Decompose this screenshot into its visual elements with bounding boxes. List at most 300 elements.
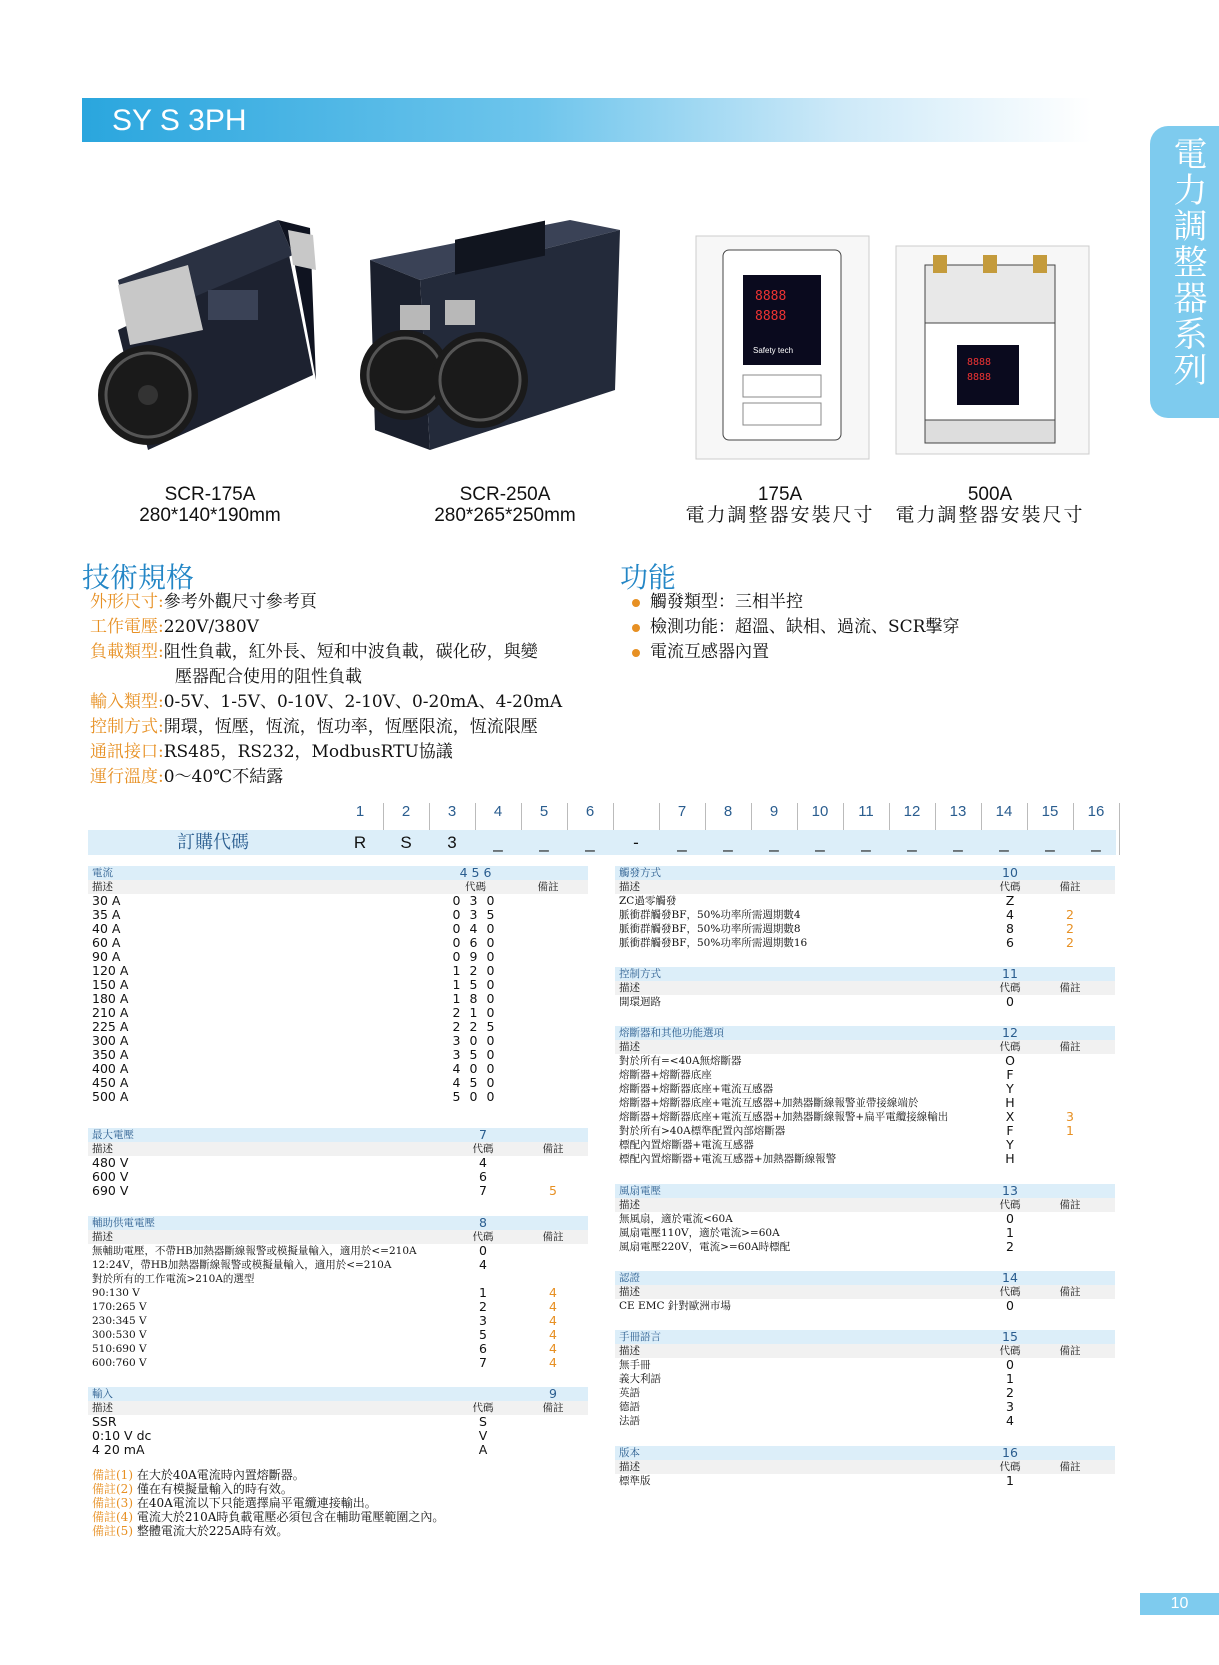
table-title-row [615, 967, 1115, 981]
row-code: 7 [479, 1183, 487, 1198]
product-size-3: 電力調整器安裝尺寸 [685, 504, 875, 526]
order-value-16: _ [1045, 833, 1055, 852]
row-desc: 標準版 [619, 1475, 651, 1487]
row-desc: 風扇電壓110V，適於電流>=60A [619, 1227, 780, 1239]
table-row [88, 950, 588, 964]
code-digit: 2 [469, 963, 478, 978]
code-digit: 0 [452, 921, 461, 936]
row-note: 4 [549, 1285, 557, 1300]
row-note: 2 [1066, 907, 1074, 922]
note-header: 備註 [1059, 1199, 1081, 1211]
current-table [88, 866, 588, 1104]
row-desc: 0:10 V dc [92, 1428, 152, 1443]
row-code: 1 [1006, 1225, 1014, 1240]
table-position: 12 [1002, 1025, 1018, 1040]
row-note: 2 [1066, 935, 1074, 950]
row-desc: 無手冊 [619, 1359, 651, 1371]
table-position: 7 [479, 1127, 487, 1142]
feature-item: 檢測功能：超溫、缺相、過流、SCR擊穿 [632, 615, 1032, 640]
table-row [88, 908, 588, 922]
row-code: 2 [479, 1299, 487, 1314]
row-desc: ZC過零觸發 [619, 895, 677, 907]
table-title: 輔助供電電壓 [92, 1217, 155, 1229]
code-digit: 1 [452, 991, 461, 1006]
table-row [88, 1356, 588, 1370]
code-digit: 0 [486, 1089, 495, 1104]
row-code: 0 [1006, 1298, 1014, 1313]
product-name-1: SCR-175A [164, 484, 256, 505]
note-header: 備註 [1059, 982, 1081, 994]
row-code: 1 [479, 1285, 487, 1300]
desc-header: 描述 [92, 881, 113, 893]
table-subheader-row [615, 1198, 1115, 1212]
table-row [615, 1299, 1115, 1313]
desc-header: 描述 [92, 1231, 113, 1243]
order-value-17: _ [1091, 833, 1101, 852]
table-row [615, 936, 1115, 950]
table-row [615, 1138, 1115, 1152]
specs-list [90, 590, 610, 790]
table-subheader-row [88, 1230, 588, 1244]
row-desc: CE EMC 針對歐洲市場 [619, 1300, 731, 1312]
position-14: 13 [949, 803, 967, 820]
cert-table [615, 1271, 1115, 1313]
row-desc: 熔斷器+熔斷器底座+電流互感器+加熱器斷線報警+扁平電纜接線輸出 [619, 1111, 949, 1123]
table-row [88, 922, 588, 936]
table-row [615, 1414, 1115, 1428]
code-digit: 4 [452, 1075, 461, 1090]
table-position: 11 [1002, 966, 1018, 981]
order-value-4: _ [493, 833, 503, 852]
code-digit: 0 [469, 1061, 478, 1076]
row-code: H [1005, 1151, 1015, 1166]
code-digit: 5 [486, 1019, 495, 1034]
table-title-row [88, 1387, 588, 1401]
table-title-row [88, 1216, 588, 1230]
table-title: 熔斷器和其他功能選項 [619, 1027, 724, 1039]
page-title: SY S 3PH [112, 104, 247, 137]
table-position: 16 [1002, 1445, 1018, 1460]
table-row [88, 1328, 588, 1342]
row-code: 4 [479, 1155, 487, 1170]
table-row [88, 1076, 588, 1090]
desc-header: 描述 [92, 1143, 113, 1155]
row-code: 0 [1006, 994, 1014, 1009]
code-header: 代碼 [999, 1461, 1021, 1473]
order-positions [0, 803, 1219, 825]
position-6: 6 [585, 803, 595, 820]
code-digit: 3 [469, 893, 478, 908]
feature-item: 觸發類型：三相半控 [632, 590, 1032, 615]
feature-item: 電流互感器內置 [632, 640, 1032, 665]
features-list [632, 590, 1032, 665]
row-desc: 180 A [92, 991, 129, 1006]
input-table [88, 1387, 588, 1457]
row-desc: 英語 [619, 1387, 640, 1399]
code-digit: 2 [452, 1019, 461, 1034]
row-desc: 35 A [92, 907, 121, 922]
row-code: F [1006, 1123, 1014, 1138]
table-position: 13 [1002, 1183, 1018, 1198]
spec-item: 控制方式:開環，恆壓，恆流，恆功率，恆壓限流，恆流限壓 [90, 717, 538, 737]
fan-table [615, 1184, 1115, 1254]
aux-voltage-table [88, 1216, 588, 1370]
order-value-11: _ [815, 833, 825, 852]
row-note: 5 [549, 1183, 557, 1198]
row-desc: 脈衝群觸發BF，50%功率所需週期數4 [619, 909, 801, 921]
row-code: 6 [479, 1169, 487, 1184]
code-digit: 0 [486, 935, 495, 950]
row-note: 3 [1066, 1109, 1074, 1124]
row-desc: 400 A [92, 1061, 129, 1076]
row-code: Y [1006, 1137, 1014, 1152]
code-header: 代碼 [999, 881, 1021, 893]
row-code: 5 [479, 1327, 487, 1342]
row-desc: 230:345 V [92, 1315, 147, 1327]
table-row [88, 1156, 588, 1170]
row-code: O [1005, 1053, 1015, 1068]
code-digit: 2 [469, 1019, 478, 1034]
row-desc: 無輔助電壓，不帶HB加熱器斷線報警或模擬量輸入，適用於<=210A [92, 1245, 417, 1257]
position-13: 12 [903, 803, 921, 820]
note-item: 備註(2) 僅在有模擬量輸入的時有效。 [92, 1482, 293, 1496]
spec-item: 外形尺寸:參考外觀尺寸參考頁 [90, 592, 317, 612]
code-digit: 0 [486, 1061, 495, 1076]
table-title: 手冊語言 [619, 1331, 661, 1343]
row-note: 4 [549, 1341, 557, 1356]
row-desc: 脈衝群觸發BF，50%功率所需週期數8 [619, 923, 801, 935]
row-code: 4 [1006, 907, 1014, 922]
500a-drawing [895, 245, 1090, 455]
row-desc: 開環迴路 [619, 996, 661, 1008]
order-value-13: _ [907, 833, 917, 852]
max-voltage-table [88, 1128, 588, 1198]
side-tab-label: 電力調整器系列 [1167, 136, 1207, 388]
note-header: 備註 [1059, 1461, 1081, 1473]
code-header: 代碼 [999, 982, 1021, 994]
table-row [88, 1006, 588, 1020]
row-note: 4 [549, 1313, 557, 1328]
table-title: 觸發方式 [619, 867, 661, 879]
table-subheader-row [615, 981, 1115, 995]
row-desc: 標配內置熔斷器+電流互感器+加熱器斷線報警 [619, 1153, 837, 1165]
table-row [88, 936, 588, 950]
code-digit: 8 [469, 991, 478, 1006]
fuse-table [615, 1026, 1115, 1166]
code-digit: 9 [469, 949, 478, 964]
row-desc: 450 A [92, 1075, 129, 1090]
position-10: 9 [769, 803, 779, 820]
row-note: 1 [1066, 1123, 1074, 1138]
code-digit: 5 [469, 977, 478, 992]
table-row [88, 1062, 588, 1076]
code-digit: 3 [452, 1047, 461, 1062]
row-desc: 600:760 V [92, 1357, 147, 1369]
table-row [615, 1082, 1115, 1096]
table-subheader-row [615, 1344, 1115, 1358]
version-table [615, 1446, 1115, 1488]
position-15: 14 [995, 803, 1013, 820]
table-title-row [88, 1128, 588, 1142]
row-desc: 690 V [92, 1183, 129, 1198]
table-row [615, 1240, 1115, 1254]
note-header: 備註 [1059, 1286, 1081, 1298]
table-row [88, 1286, 588, 1300]
table-row [615, 1226, 1115, 1240]
row-code: S [479, 1414, 487, 1429]
row-desc: 對於所有=<40A無熔斷器 [619, 1055, 742, 1067]
row-code: F [1006, 1067, 1014, 1082]
row-code: 2 [1006, 1239, 1014, 1254]
table-row [88, 1415, 588, 1429]
code-header: 代碼 [472, 1143, 494, 1155]
position-16: 15 [1041, 803, 1059, 820]
table-row [88, 1184, 588, 1198]
table-row [615, 922, 1115, 936]
row-desc: 60 A [92, 935, 121, 950]
code-digit: 6 [469, 935, 478, 950]
order-value-10: _ [769, 833, 779, 852]
side-tab [1150, 126, 1219, 418]
code-digit: 1 [452, 963, 461, 978]
note-header: 備註 [1059, 1345, 1081, 1357]
row-desc: 對於所有>40A標準配置內部熔斷器 [619, 1125, 786, 1137]
note-item: 備註(3) 在40A電流以下只能選擇扁平電纜連接輸出。 [92, 1496, 377, 1510]
code-digit: 5 [452, 1089, 461, 1104]
desc-header: 描述 [619, 881, 640, 893]
table-subheader-row [88, 1401, 588, 1415]
scr-175a-photo [88, 210, 328, 465]
row-code: 7 [479, 1355, 487, 1370]
row-desc: 480 V [92, 1155, 129, 1170]
code-digit: 0 [486, 1047, 495, 1062]
table-row [88, 964, 588, 978]
code-digit: 0 [469, 1089, 478, 1104]
table-row [88, 1314, 588, 1328]
row-desc: 300 A [92, 1033, 129, 1048]
order-value-9: _ [723, 833, 733, 852]
row-desc: 150 A [92, 977, 129, 992]
spec-item: 負載類型:阻性負載，紅外長、短和中波負載，碳化矽，與變 [90, 642, 538, 662]
control-table [615, 967, 1115, 1009]
code-header: 代碼 [465, 881, 486, 893]
position-17: 16 [1087, 803, 1105, 820]
table-row [88, 1272, 588, 1286]
175a-drawing [695, 235, 870, 460]
row-note: 4 [549, 1355, 557, 1370]
table-title: 最大電壓 [92, 1129, 134, 1141]
table-title: 版本 [619, 1447, 640, 1459]
table-row [615, 1372, 1115, 1386]
row-code: X [1005, 1109, 1015, 1124]
table-row [88, 1034, 588, 1048]
code-digit: 5 [469, 1047, 478, 1062]
row-desc: 4 20 mA [92, 1442, 145, 1457]
row-desc: 脈衝群觸發BF，50%功率所需週期數16 [619, 937, 808, 949]
order-value-8: _ [677, 833, 687, 852]
order-value-3: 3 [447, 833, 457, 852]
code-digit: 0 [452, 893, 461, 908]
code-digit: 0 [452, 907, 461, 922]
table-row [615, 1212, 1115, 1226]
row-code: Z [1005, 893, 1015, 908]
row-code: 1 [1006, 1371, 1014, 1386]
row-code: H [1005, 1095, 1015, 1110]
row-desc: 510:690 V [92, 1343, 147, 1355]
code-digit: 0 [486, 963, 495, 978]
position-12: 11 [858, 803, 874, 820]
table-row [88, 1443, 588, 1457]
row-code: V [478, 1428, 488, 1443]
table-row [615, 908, 1115, 922]
code-digit: 0 [486, 1075, 495, 1090]
spec-item: 輸入類型:0-5V、1-5V、0-10V、2-10V、0-20mA、4-20mA [90, 692, 563, 712]
code-digit: 3 [469, 907, 478, 922]
product-size-4: 電力調整器安裝尺寸 [895, 504, 1085, 526]
row-desc: 熔斷器+熔斷器底座 [619, 1069, 712, 1081]
desc-header: 描述 [92, 1402, 113, 1414]
row-desc: 無風扇，適於電流<60A [619, 1213, 733, 1225]
table-row [88, 1090, 588, 1104]
trigger-table [615, 866, 1115, 950]
table-row [615, 894, 1115, 908]
position-1: 1 [355, 803, 365, 820]
svg-text:8888: 8888 [967, 372, 992, 383]
table-title-row [615, 866, 1115, 880]
spec-item: 壓器配合使用的阻性負載 [175, 667, 362, 687]
table-row [88, 1170, 588, 1184]
code-digit: 1 [452, 977, 461, 992]
row-code: 1 [1006, 1473, 1014, 1488]
row-code: Y [1006, 1081, 1014, 1096]
table-row [615, 1386, 1115, 1400]
row-code: 4 [479, 1257, 487, 1272]
specs-heading: 技術規格 [82, 561, 195, 594]
page-number: 10 [1140, 1593, 1219, 1615]
svg-text:8888: 8888 [755, 289, 787, 304]
table-row [615, 1474, 1115, 1488]
product-size-2: 280*265*250mm [434, 505, 576, 526]
row-desc: 170:265 V [92, 1301, 147, 1313]
row-desc: 210 A [92, 1005, 129, 1020]
position-9: 8 [723, 803, 733, 820]
desc-header: 描述 [619, 1199, 640, 1211]
row-code: A [478, 1442, 488, 1457]
row-desc: 40 A [92, 921, 121, 936]
row-desc: 德語 [619, 1401, 640, 1413]
code-header: 代碼 [999, 1345, 1021, 1357]
order-value-15: _ [999, 833, 1009, 852]
code-digit: 2 [452, 1005, 461, 1020]
code-digit: 0 [486, 1005, 495, 1020]
row-note: 2 [1066, 921, 1074, 936]
table-title-row [615, 1330, 1115, 1344]
table-title-row [615, 1026, 1115, 1040]
table-subheader-row [615, 1040, 1115, 1054]
row-code: 0 [479, 1243, 487, 1258]
code-digit: 0 [452, 935, 461, 950]
row-desc: 風扇電壓220V，電流>=60A時標配 [619, 1241, 791, 1253]
row-desc: 225 A [92, 1019, 129, 1034]
spec-item: 通訊接口:RS485，RS232，ModbusRTU協議 [90, 742, 453, 762]
spec-item: 工作電壓:220V/380V [90, 617, 259, 637]
row-code: 0 [1006, 1357, 1014, 1372]
table-row [615, 1096, 1115, 1110]
order-value-1: R [353, 833, 367, 852]
order-value-12: _ [861, 833, 871, 852]
order-value-2: S [400, 833, 412, 852]
position-5: 5 [539, 803, 549, 820]
code-digit: 5 [486, 907, 495, 922]
row-desc: 熔斷器+熔斷器底座+電流互感器 [619, 1083, 774, 1095]
note-header: 備註 [1059, 881, 1081, 893]
row-desc: 熔斷器+熔斷器底座+電流互感器+加熱器斷線報警並帶接線端於 [619, 1097, 919, 1109]
table-subheader-row [88, 1142, 588, 1156]
table-title: 風扇電壓 [619, 1185, 661, 1197]
order-value-7: - [633, 833, 639, 852]
code-header: 代碼 [472, 1402, 494, 1414]
desc-header: 描述 [619, 1345, 640, 1357]
row-code: 3 [1006, 1399, 1014, 1414]
table-row [88, 894, 588, 908]
desc-header: 描述 [619, 1286, 640, 1298]
row-code: 8 [1006, 921, 1014, 936]
note-item: 備註(5) 整體電流大於225A時有效。 [92, 1524, 289, 1538]
note-header: 備註 [542, 1143, 564, 1155]
row-desc: 30 A [92, 893, 121, 908]
table-row [615, 1400, 1115, 1414]
row-desc: 600 V [92, 1169, 129, 1184]
order-code-values [0, 830, 1219, 855]
table-row [88, 1048, 588, 1062]
table-row [615, 1124, 1115, 1138]
desc-header: 描述 [619, 1041, 640, 1053]
product-size-1: 280*140*190mm [139, 505, 281, 526]
row-desc: 法語 [619, 1415, 640, 1427]
row-code: 3 [479, 1313, 487, 1328]
row-code: 6 [1006, 935, 1014, 950]
row-code: 0 [1006, 1211, 1014, 1226]
position-8: 7 [677, 803, 687, 820]
title-bar [82, 98, 1092, 142]
row-desc: 90:130 V [92, 1287, 140, 1299]
table-title-row [615, 1184, 1115, 1198]
row-desc: 120 A [92, 963, 129, 978]
table-subheader-row [615, 1460, 1115, 1474]
code-digit: 0 [486, 1033, 495, 1048]
row-desc: 對於所有的工作電流>210A的選型 [92, 1273, 255, 1285]
svg-text:8888: 8888 [755, 309, 787, 324]
table-title-row [88, 866, 588, 880]
svg-text:Safety tech: Safety tech [753, 346, 794, 355]
row-desc: 標配內置熔斷器+電流互感器 [619, 1139, 754, 1151]
code-header: 代碼 [472, 1231, 494, 1243]
table-position: 8 [479, 1215, 487, 1230]
table-position: 10 [1002, 865, 1018, 880]
product-name-3: 175A [757, 484, 803, 505]
table-row [615, 1110, 1115, 1124]
row-desc: 義大利語 [619, 1373, 661, 1385]
table-row [88, 1258, 588, 1272]
row-desc: 350 A [92, 1047, 129, 1062]
row-desc: 300:530 V [92, 1329, 147, 1341]
features-heading: 功能 [620, 561, 677, 594]
order-value-5: _ [539, 833, 549, 852]
spec-item: 運行溫度:0～40℃不結露 [90, 767, 284, 787]
table-row [615, 995, 1115, 1009]
row-note: 4 [549, 1299, 557, 1314]
position-3: 3 [447, 803, 457, 820]
